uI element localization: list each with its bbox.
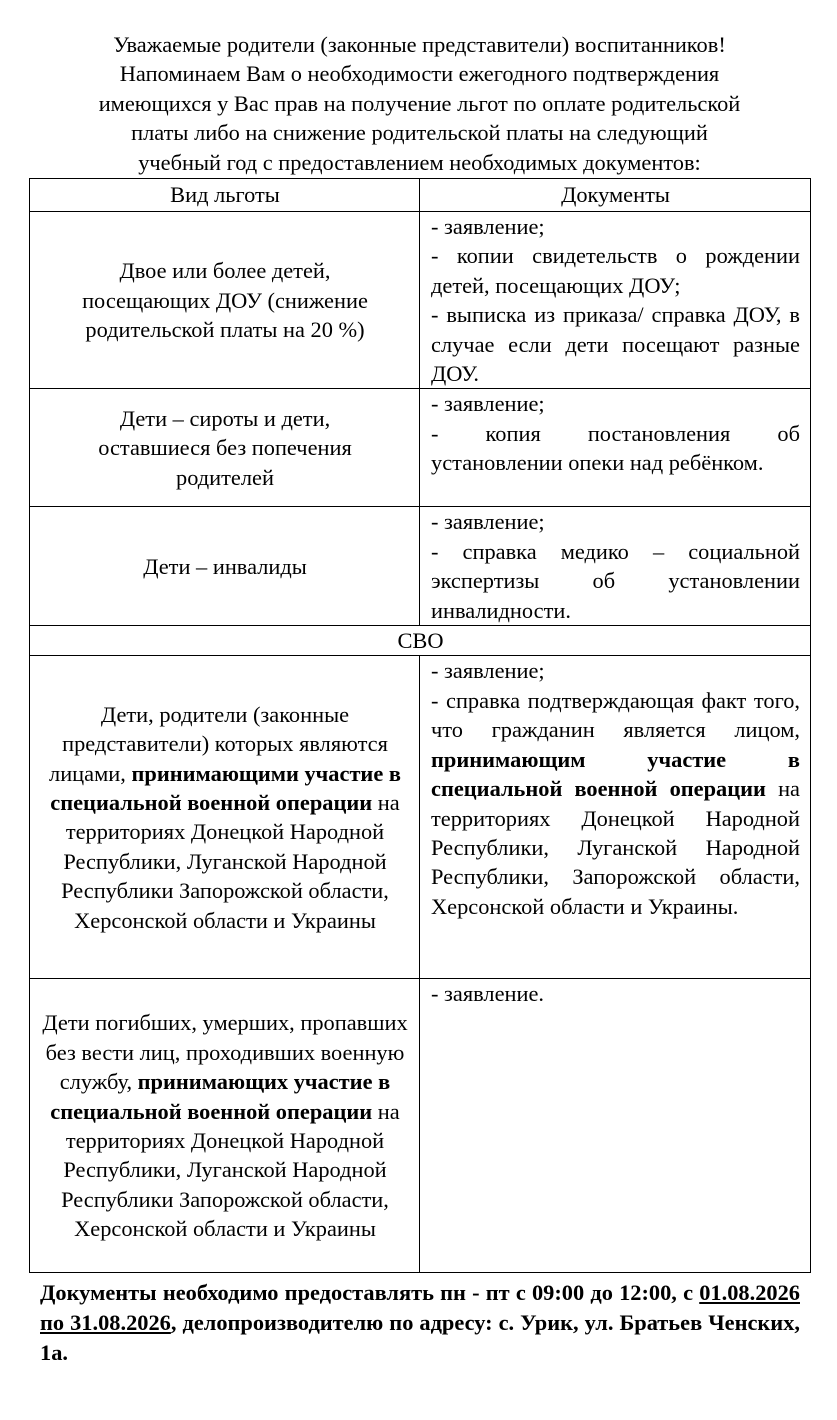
documents-cell [420,212,811,389]
submission-dates: 01.08.2026 по 31.08.2026 [40,1280,800,1335]
section-label: СВО [30,626,811,656]
benefit-line: посещающих ДОУ (снижение [82,287,368,313]
submission-note-text: Документы необходимо предоставлять пн - пт с 09:00 до 12:00, с [40,1280,700,1305]
document-item: - заявление; [431,658,545,684]
intro-line: платы либо на снижение родительской платы на следующий [131,120,708,146]
intro-line: учебный год с предоставлением необходимых документов: [138,149,701,175]
submission-note [40,1278,800,1368]
benefit-text: Дети, родители (законные представители) которых являются лицами, [49,701,388,786]
submission-note-text: , делопроизводителю по адресу: с. Урик, ул. Братьев Ченских, 1а. [40,1310,800,1365]
benefit-line: Дети – инвалиды [143,553,307,579]
benefit-cell [30,507,420,626]
column-header-benefit: Вид льготы [30,179,420,212]
document-text-bold: принимающим участие в специальной военной операции [431,746,800,802]
benefits-table [29,178,811,1273]
document-text: на территориях Донецкой Народной Республики, Луганской Народной Республики, Запорожской области, Херсонской области и Украины. [431,776,800,919]
document-item: - справка медико – социальной экспертизы об установлении инвалидности. [431,538,800,623]
benefit-text-bold: принимающими участие в специальной военной операции [50,760,401,816]
document-item: - заявление. [431,981,545,1007]
benefit-text-bold: принимающих участие в специальной военной операции [50,1069,391,1124]
document-text: - справка подтверждающая факт того, что гражданин является лицом, [431,687,800,743]
document-item [431,686,800,921]
benefit-cell [30,212,420,389]
benefit-line: родительской платы на 20 %) [85,316,365,342]
notice-intro [30,30,809,177]
benefit-line: родителей [176,464,274,490]
benefit-cell [30,389,420,507]
intro-line: Уважаемые родители (законные представители) воспитанников! [113,32,726,57]
documents-cell [420,389,811,507]
table-row [30,212,811,389]
documents-cell [420,979,811,1273]
intro-line: Напоминаем Вам о необходимости ежегодного подтверждения [119,61,720,87]
section-row [30,626,811,656]
benefit-text: на территориях Донецкой Народной Республики, Луганской Народной Республики Запорожской области, Херсонской области и Украины [61,1098,400,1242]
column-header-documents: Документы [420,179,811,212]
table-row [30,656,811,979]
benefit-text: на территориях Донецкой Народной Республики, Луганской Народной Республики Запорожской области, Херсонской области и Украины [61,790,400,933]
benefit-line: Двое или более детей, [119,258,331,284]
table-row [30,979,811,1273]
document-item: - копии свидетельств о рождении детей, посещающих ДОУ; [431,243,800,298]
document-item: - заявление; [431,214,545,239]
intro-line: имеющихся у Вас прав на получение льгот по оплате родительской [98,90,741,116]
table-header-row [30,179,811,212]
table-row [30,389,811,507]
table-row [30,507,811,626]
benefit-line: оставшиеся без попечения [98,435,352,461]
document-item: - выписка из приказа/ справка ДОУ, в случае если дети посещают разные ДОУ. [431,302,800,387]
benefit-cell [30,979,420,1273]
document-item: - копия постановления об установлении опеки над ребёнком. [431,420,800,476]
document-item: - заявление; [431,509,545,535]
document-item: - заявление; [431,391,545,417]
documents-cell [420,507,811,626]
benefit-cell [30,656,420,979]
benefit-line: Дети – сироты и дети, [119,405,331,431]
benefit-text: Дети погибших, умерших, пропавших без вести лиц, проходивших военную службу, [42,1010,408,1095]
documents-cell [420,656,811,979]
